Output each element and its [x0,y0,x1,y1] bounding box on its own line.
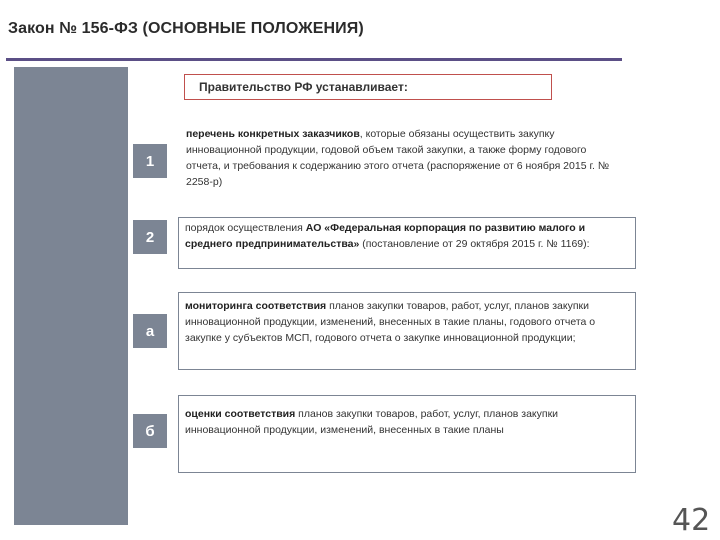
item-rest-2: (постановление от 29 октября 2015 г. № 1169): [359,238,590,250]
item-badge-b: б [132,413,168,449]
side-panel [14,67,128,525]
item-badge-1: 1 [132,143,168,179]
slide-title: Закон № 156-ФЗ (ОСНОВНЫЕ ПОЛОЖЕНИЯ) [8,20,364,37]
item-bold-2: АО «Федеральная корпорация по развитию малого и среднего предпринимательства» [185,222,586,250]
item-bold-b: оценки соответствия [185,408,296,420]
page-number: 42 [672,503,711,538]
item-text-1 [180,124,620,194]
item-rest-a: планов закупки товаров, работ, услуг, планов закупки инновационной продукции, изменений, внесенных в такие планы, годового отчета о закупке у субъектов МСП, годового отчета о закупке инновационной продукции; [185,300,596,344]
item-rest-b: планов закупки товаров, работ, услуг, планов закупки инновационной продукции, изменений, внесенных в такие планы [185,408,559,436]
item-badge-a: а [132,313,168,349]
title-divider [6,58,622,61]
header-box: Правительство РФ устанавливает: [184,74,552,100]
item-text-a [178,292,636,370]
item-bold-a: мониторинга соответствия [185,300,327,312]
item-bold-1: перечень конкретных заказчиков [186,128,360,140]
item-lead-2: порядок осуществления [185,222,306,234]
item-badge-2: 2 [132,219,168,255]
item-rest-1: , которые обязаны осуществить закупку инновационной продукции, годовой объем такой закупки, а также форму годового отчета, и требования к содержанию этого отчета (распоряжение от 6 ноября 2015 г. № 2258-р) [186,128,610,188]
item-text-b [178,395,636,473]
item-text-2 [178,217,636,269]
